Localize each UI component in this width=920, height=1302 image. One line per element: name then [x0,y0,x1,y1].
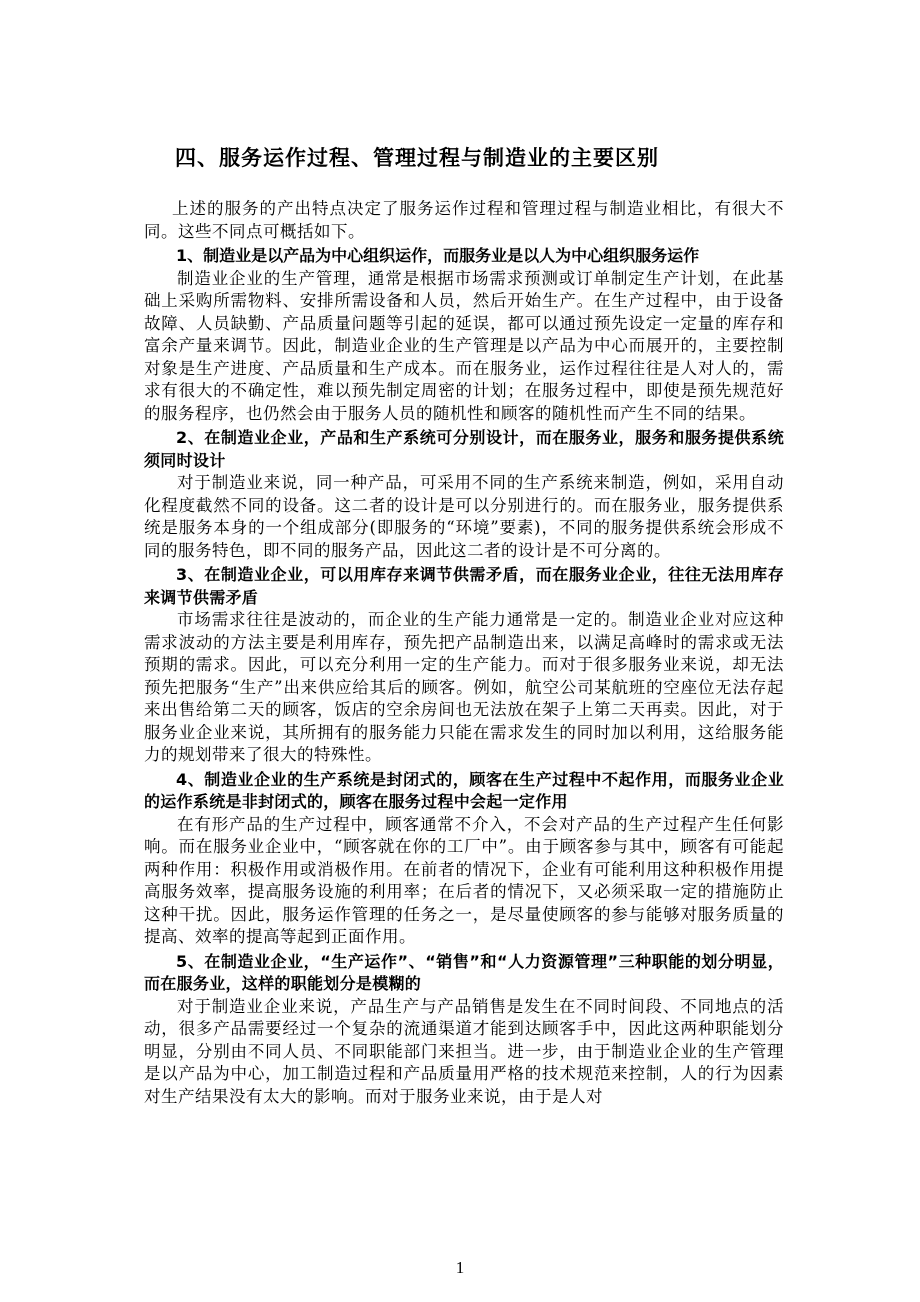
point-4-heading: 4、制造业企业的生产系统是封闭式的，顾客在生产过程中不起作用，而服务业企业的运作系统是非封闭式的，顾客在服务过程中会起一定作用 [144,769,784,811]
point-2-heading: 2、在制造业企业，产品和生产系统可分别设计，而在服务业，服务和服务提供系统须同时设计 [144,428,784,470]
point-1-heading: 1、制造业是以产品为中心组织运作，而服务业是以人为中心组织服务运作 [176,246,700,265]
point-5-heading: 5、在制造业企业，“生产运作”、“销售”和“人力资源管理”三种职能的划分明显，而在服务业，这样的职能划分是模糊的 [144,951,784,993]
point-4-body: 在有形产品的生产过程中，顾客通常不介入，不会对产品的生产过程产生任何影响。而在服务业企业中，“顾客就在你的工厂中”。由于顾客参与其中，顾客有可能起两种作用：积极作用或消极作用。在前者的情况下，企业有可能利用这种积极作用提高服务效率，提高服务设施的利用率；在后者的情况下，又必须采取一定的措施防止这种干扰。因此，服务运作管理的任务之一，是尽量使顾客的参与能够对服务质量的提高、效率的提高等起到正面作用。 [144,814,784,946]
intro-paragraph: 上述的服务的产出特点决定了服务运作过程和管理过程与制造业相比，有很大不同。这些不同点可概括如下。 [144,199,784,241]
body-text [144,198,784,1108]
point-3-heading: 3、在制造业企业，可以用库存来调节供需矛盾，而在服务业企业，往往无法用库存来调节供需矛盾 [144,565,784,607]
point-3-body: 市场需求往往是波动的，而企业的生产能力通常是一定的。制造业企业对应这种需求波动的方法主要是利用库存，预先把产品制造出来，以满足高峰时的需求或无法预期的需求。因此，可以充分利用一定的生产能力。而对于很多服务业来说，却无法预先把服务“生产”出来供应给其后的顾客。例如，航空公司某航班的空座位无法存起来出售给第二天的顾客，饭店的空余房间也无法放在架子上第二天再卖。因此，对于服务业企业来说，其所拥有的服务能力只能在需求发生的同时加以利用，这给服务能力的规划带来了很大的特殊性。 [144,610,784,764]
point-1-body: 制造业企业的生产管理，通常是根据市场需求预测或订单制定生产计划，在此基础上采购所需物料、安排所需设备和人员，然后开始生产。在生产过程中，由于设备故障、人员缺勤、产品质量问题等引起的延误，都可以通过预先设定一定量的库存和富余产量来调节。因此，制造业企业的生产管理是以产品为中心而展开的，主要控制对象是生产进度、产品质量和生产成本。而在服务业，运作过程往往是人对人的，需求有很大的不确定性，难以预先制定周密的计划；在服务过程中，即使是预先规范好的服务程序，也仍然会由于服务人员的随机性和顾客的随机性而产生不同的结果。 [144,268,784,423]
page-number: 1 [455,1258,465,1277]
section-title: 四、服务运作过程、管理过程与制造业的主要区别 [175,146,659,170]
point-5-body: 对于制造业企业来说，产品生产与产品销售是发生在不同时间段、不同地点的活动，很多产品需要经过一个复杂的流通渠道才能到达顾客手中，因此这两种职能划分明显，分别由不同人员、不同职能部门来担当。进一步，由于制造业企业的生产管理是以产品为中心，加工制造过程和产品质量用严格的技术规范来控制，人的行为因素对生产结果没有太大的影响。而对于服务业来说，由于是人对 [144,996,784,1106]
point-2-body: 对于制造业来说，同一种产品，可采用不同的生产系统来制造，例如，采用自动化程度截然不同的设备。这二者的设计是可以分别进行的。而在服务业，服务提供系统是服务本身的一个组成部分(即服务的“环境”要素)，不同的服务提供系统会形成不同的服务特色，即不同的服务产品，因此这二者的设计是不可分离的。 [144,473,784,560]
